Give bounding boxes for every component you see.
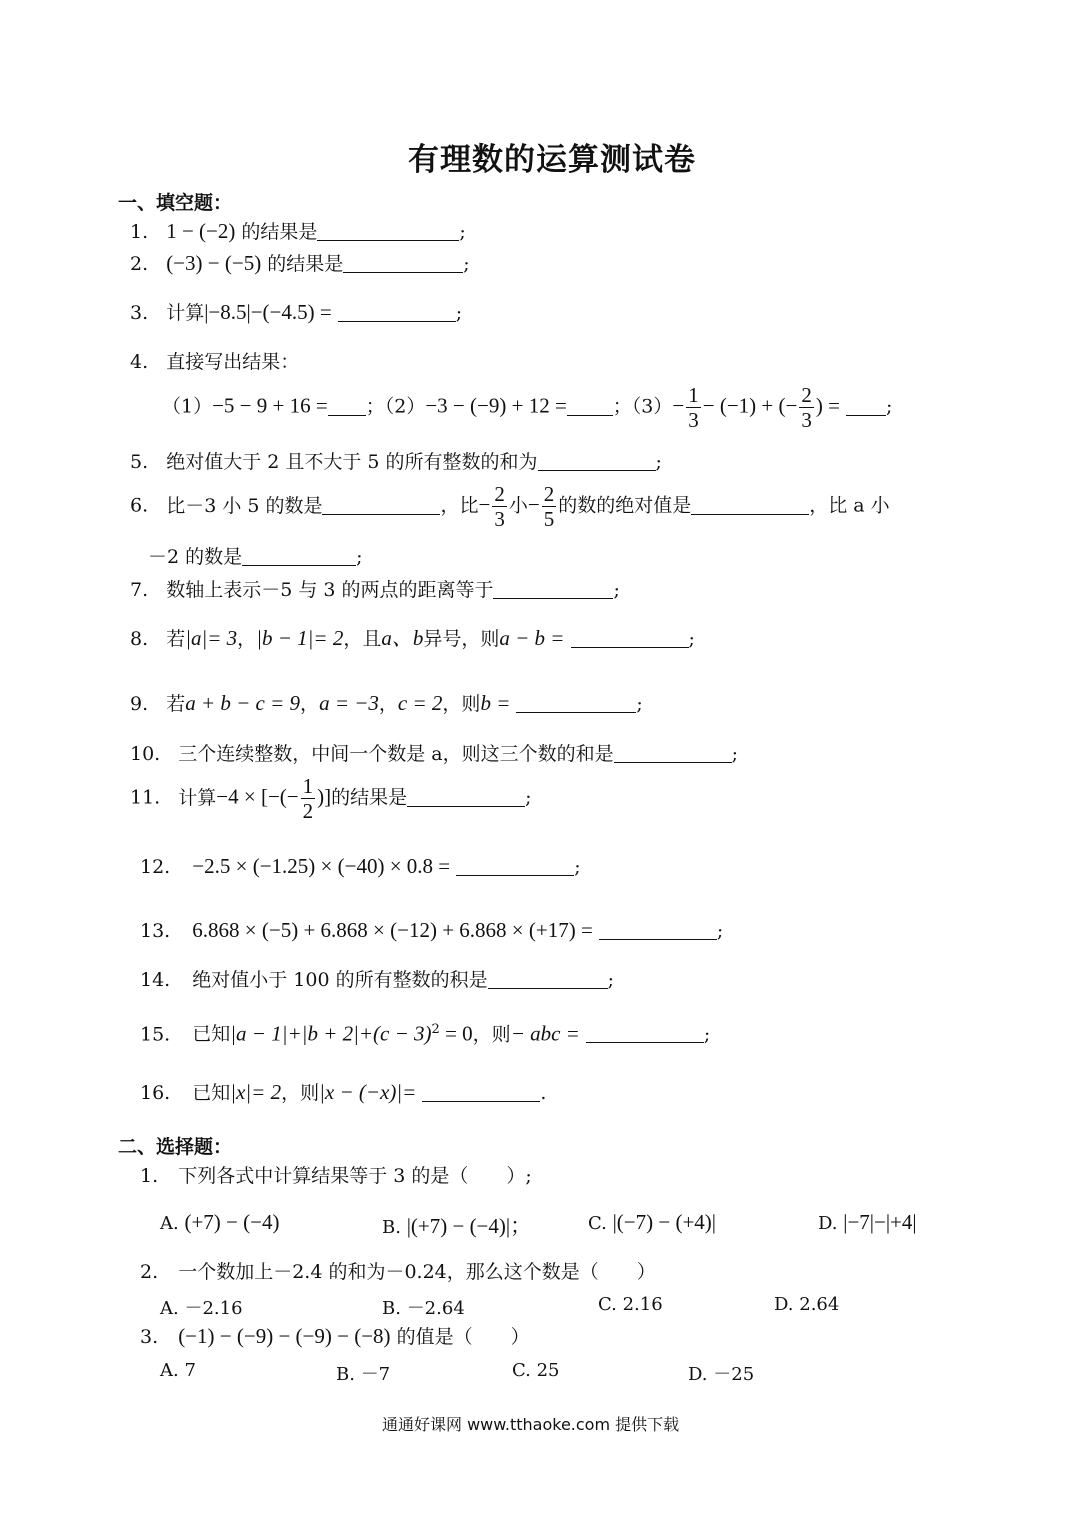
math-expression: |x|= 2 bbox=[230, 1080, 282, 1104]
choice-option-c[interactable] bbox=[598, 1294, 663, 1315]
math-expression: |−8.5|−(−4.5) = bbox=[204, 300, 332, 324]
question-text: ，则 bbox=[442, 693, 481, 715]
question-text: 异号，则 bbox=[423, 628, 500, 650]
footer-credit: 通通好课网 www.tthaoke.com 提供下载 bbox=[382, 1415, 680, 1434]
math-expression: c = 2 bbox=[397, 691, 443, 715]
option-value: －25 bbox=[713, 1364, 755, 1385]
minus-sign: − bbox=[478, 492, 491, 517]
question-text: 计算 bbox=[166, 302, 205, 324]
denominator: 3 bbox=[494, 507, 505, 531]
question-number: 5. bbox=[130, 451, 149, 473]
question-end: ; bbox=[613, 579, 620, 601]
option-label: D. bbox=[774, 1294, 794, 1315]
question-number: 3. bbox=[140, 1326, 159, 1348]
fill-question-5 bbox=[130, 450, 662, 474]
math-expression: −4 × [−(− bbox=[216, 784, 299, 809]
question-end: . bbox=[540, 1082, 547, 1104]
fill-question-16 bbox=[140, 1080, 546, 1105]
fraction-one-third bbox=[686, 383, 701, 432]
question-text: ，比 bbox=[440, 494, 479, 517]
option-value: 25 bbox=[536, 1360, 560, 1381]
option-value: |(−7) − (+4)| bbox=[612, 1210, 717, 1234]
question-text: 绝对值大于 2 且不大于 5 的所有整数的和为 bbox=[166, 451, 538, 473]
math-expression: a − b = bbox=[499, 626, 565, 650]
question-text: 的结果是 bbox=[331, 786, 408, 809]
math-expression: − abc = bbox=[510, 1021, 580, 1046]
question-text: 小 bbox=[508, 494, 528, 517]
option-value: －2.64 bbox=[406, 1298, 465, 1319]
math-expression: b = bbox=[480, 691, 511, 715]
fill-question-8 bbox=[130, 626, 695, 651]
part-end: ； bbox=[365, 395, 385, 418]
question-end: ; bbox=[703, 1023, 711, 1046]
minus-sign: − bbox=[527, 492, 540, 517]
option-value: |(+7) − (−4)|； bbox=[406, 1214, 532, 1238]
fill-question-11 bbox=[130, 774, 532, 823]
option-value: －2.16 bbox=[184, 1298, 243, 1319]
math-expression: 6.868 × (−5) + 6.868 × (−12) + 6.868 × (+17) = bbox=[192, 918, 593, 942]
exponent: 2 bbox=[431, 1022, 440, 1037]
fill-question-13 bbox=[140, 918, 723, 943]
question-text: 的数的绝对值是 bbox=[558, 494, 692, 517]
part-label: （2） bbox=[384, 395, 426, 418]
question-text: ， bbox=[378, 693, 398, 715]
fill-question-14 bbox=[140, 968, 614, 992]
answer-blank[interactable] bbox=[493, 580, 613, 599]
choice-option-a[interactable] bbox=[160, 1294, 243, 1320]
answer-blank[interactable] bbox=[422, 1083, 540, 1102]
answer-blank[interactable] bbox=[846, 397, 886, 416]
option-value: 7 bbox=[184, 1360, 196, 1381]
question-end: ; bbox=[716, 920, 724, 942]
choice-option-b[interactable] bbox=[382, 1210, 531, 1240]
question-number: 14. bbox=[140, 969, 171, 991]
math-expression: |x − (−x)|= bbox=[319, 1080, 417, 1104]
fill-question-6 bbox=[130, 482, 890, 531]
question-text: 比－3 小 5 的数是 bbox=[166, 494, 323, 517]
denominator: 3 bbox=[801, 408, 812, 432]
fill-question-4-parts bbox=[162, 383, 892, 432]
question-number: 8. bbox=[130, 628, 149, 650]
answer-blank[interactable] bbox=[599, 921, 717, 940]
fill-question-7 bbox=[130, 578, 620, 602]
question-text: 已知 bbox=[192, 1082, 231, 1104]
answer-blank[interactable] bbox=[571, 629, 689, 648]
math-expression: 1 − (−2) bbox=[166, 219, 236, 243]
answer-blank[interactable] bbox=[567, 397, 613, 416]
denominator: 2 bbox=[302, 799, 314, 823]
question-text: ，且 bbox=[343, 628, 382, 650]
question-number: 2. bbox=[140, 1261, 159, 1283]
question-number: 11. bbox=[130, 786, 161, 809]
fraction-two-fifths bbox=[542, 482, 557, 531]
answer-blank[interactable] bbox=[338, 303, 456, 322]
part-label: （1） bbox=[162, 395, 213, 418]
choice-question-2 bbox=[140, 1260, 656, 1284]
math-expression: −3 − (−9) + 12 = bbox=[425, 393, 567, 418]
question-end: ; bbox=[356, 546, 363, 568]
answer-blank[interactable] bbox=[488, 970, 608, 989]
answer-blank[interactable] bbox=[456, 857, 574, 876]
math-expression: ) = bbox=[815, 393, 840, 418]
math-expression: − bbox=[672, 393, 685, 418]
question-number: 1. bbox=[130, 221, 149, 243]
math-expression: −2.5 × (−1.25) × (−40) × 0.8 = bbox=[192, 854, 451, 878]
answer-blank[interactable] bbox=[586, 1024, 704, 1043]
option-label: C. bbox=[512, 1360, 531, 1381]
question-number: 3. bbox=[130, 302, 149, 324]
choice-option-a[interactable] bbox=[160, 1360, 196, 1381]
question-text: 计算 bbox=[178, 786, 217, 809]
page-title: 有理数的运算测试卷 bbox=[408, 142, 696, 178]
question-text: 三个连续整数，中间一个数是 a，则这三个数的和是 bbox=[178, 743, 614, 765]
question-text: 直接写出结果： bbox=[166, 351, 300, 373]
question-text: ，则 bbox=[472, 1023, 511, 1046]
math-expression: )] bbox=[317, 784, 332, 809]
question-number: 2. bbox=[130, 253, 149, 275]
question-number: 9. bbox=[130, 693, 149, 715]
choice-option-d[interactable] bbox=[688, 1360, 754, 1386]
option-label: D. bbox=[688, 1364, 708, 1385]
math-expression: (−1) − (−9) − (−9) − (−8) bbox=[178, 1324, 391, 1348]
fill-question-12 bbox=[140, 854, 581, 879]
question-end: ; bbox=[636, 693, 643, 715]
choice-option-a[interactable] bbox=[160, 1210, 279, 1235]
answer-blank[interactable] bbox=[328, 397, 366, 416]
numerator: 2 bbox=[543, 482, 555, 506]
answer-blank[interactable] bbox=[691, 496, 809, 515]
choice-option-b[interactable] bbox=[336, 1360, 390, 1386]
question-text: 若 bbox=[166, 693, 186, 715]
numerator: 2 bbox=[494, 482, 505, 506]
answer-blank[interactable] bbox=[343, 254, 463, 273]
question-number: 1. bbox=[140, 1165, 159, 1187]
choice-question-1 bbox=[140, 1164, 532, 1188]
option-value: 2.16 bbox=[622, 1294, 663, 1315]
question-text: 的值是（ ） bbox=[390, 1326, 530, 1348]
part-label: （3） bbox=[631, 395, 673, 418]
option-label: B. bbox=[336, 1364, 355, 1385]
question-text: 已知 bbox=[192, 1023, 231, 1046]
denominator: 3 bbox=[688, 408, 699, 432]
fill-question-10 bbox=[130, 742, 738, 766]
choice-question-3 bbox=[140, 1324, 530, 1349]
choice-option-d[interactable] bbox=[818, 1210, 917, 1235]
question-text: －2 的数是 bbox=[148, 546, 243, 568]
section-heading-choice: 二、选择题： bbox=[118, 1136, 233, 1158]
math-expression: −5 − 9 + 16 = bbox=[212, 393, 328, 418]
math-expression: |a − 1|+|b + 2|+(c − 3) bbox=[230, 1021, 432, 1046]
question-number: 4. bbox=[130, 351, 149, 373]
question-end: ; bbox=[731, 743, 739, 765]
denominator: 5 bbox=[543, 507, 555, 531]
option-value: －7 bbox=[360, 1364, 391, 1385]
question-text: 数轴上表示－5 与 3 的两点的距离等于 bbox=[166, 579, 494, 601]
question-text: 绝对值小于 100 的所有整数的积是 bbox=[192, 969, 488, 991]
question-text: ，比 a 小 bbox=[809, 494, 890, 517]
math-expression: − (−1) + (− bbox=[702, 393, 798, 418]
question-text: ， bbox=[237, 628, 257, 650]
question-end: ; bbox=[574, 856, 581, 878]
math-expression: a + b − c = 9 bbox=[185, 691, 301, 715]
answer-blank[interactable] bbox=[407, 788, 525, 807]
math-expression: a、b bbox=[381, 626, 424, 650]
fill-question-2 bbox=[130, 251, 470, 276]
option-value: |−7|−|+4| bbox=[843, 1210, 917, 1234]
fraction-two-thirds bbox=[799, 383, 814, 432]
option-label: D. bbox=[818, 1213, 838, 1234]
choice-option-b[interactable] bbox=[382, 1294, 465, 1320]
question-text: 下列各式中计算结果等于 3 的是（ ）; bbox=[178, 1165, 532, 1187]
option-label: A. bbox=[160, 1213, 179, 1234]
question-end: ; bbox=[459, 221, 466, 243]
math-expression: a = −3 bbox=[319, 691, 379, 715]
fill-question-1 bbox=[130, 219, 466, 244]
numerator: 2 bbox=[801, 383, 812, 407]
option-label: C. bbox=[588, 1213, 607, 1234]
option-value: 2.64 bbox=[799, 1294, 840, 1315]
option-label: A. bbox=[160, 1298, 179, 1319]
math-expression: (−3) − (−5) bbox=[166, 251, 262, 275]
fill-question-6-cont bbox=[148, 545, 363, 569]
question-number: 6. bbox=[130, 494, 149, 517]
question-end: ; bbox=[688, 628, 695, 650]
question-end: ; bbox=[455, 302, 463, 324]
question-number: 13. bbox=[140, 920, 171, 942]
question-end: ; bbox=[607, 969, 615, 991]
fraction-two-thirds bbox=[492, 482, 507, 531]
option-label: B. bbox=[382, 1298, 401, 1319]
option-label: B. bbox=[382, 1217, 401, 1238]
part-end: ； bbox=[612, 395, 632, 418]
choice-option-d[interactable] bbox=[774, 1294, 839, 1315]
option-label: C. bbox=[598, 1294, 617, 1315]
question-text: ，则 bbox=[281, 1082, 320, 1104]
question-number: 16. bbox=[140, 1082, 171, 1104]
fill-question-4 bbox=[130, 350, 299, 374]
fill-question-15 bbox=[140, 1018, 710, 1046]
math-expression: |b − 1|= 2 bbox=[256, 626, 344, 650]
question-text: 若 bbox=[166, 628, 186, 650]
math-expression: = 0 bbox=[439, 1021, 473, 1046]
fraction-one-half bbox=[301, 774, 316, 823]
question-text: 的结果是 bbox=[235, 221, 318, 243]
answer-blank[interactable] bbox=[322, 496, 440, 515]
question-end: ; bbox=[655, 451, 662, 473]
fill-question-9 bbox=[130, 691, 643, 716]
choice-option-c[interactable] bbox=[512, 1360, 560, 1381]
answer-blank[interactable] bbox=[317, 222, 459, 241]
choice-option-c[interactable] bbox=[588, 1210, 716, 1235]
question-text: 一个数加上－2.4 的和为－0.24，那么这个数是（ ） bbox=[178, 1261, 656, 1283]
question-number: 7. bbox=[130, 579, 149, 601]
answer-blank[interactable] bbox=[614, 744, 732, 763]
answer-blank[interactable] bbox=[538, 452, 656, 471]
question-number: 10. bbox=[130, 743, 161, 765]
question-text: 的结果是 bbox=[261, 253, 344, 275]
numerator: 1 bbox=[688, 383, 699, 407]
question-end: ; bbox=[463, 253, 470, 275]
section-heading-fill: 一、填空题： bbox=[118, 192, 233, 214]
question-number: 15. bbox=[140, 1023, 171, 1046]
question-text: ， bbox=[300, 693, 320, 715]
fill-question-3 bbox=[130, 300, 462, 325]
question-end: ; bbox=[525, 786, 532, 809]
math-expression: |a|= 3 bbox=[185, 626, 238, 650]
option-value: (+7) − (−4) bbox=[184, 1210, 280, 1234]
part-end: ; bbox=[885, 395, 893, 418]
question-number: 12. bbox=[140, 856, 171, 878]
numerator: 1 bbox=[302, 774, 314, 798]
answer-blank[interactable] bbox=[242, 547, 356, 566]
answer-blank[interactable] bbox=[516, 694, 636, 713]
option-label: A. bbox=[160, 1360, 179, 1381]
